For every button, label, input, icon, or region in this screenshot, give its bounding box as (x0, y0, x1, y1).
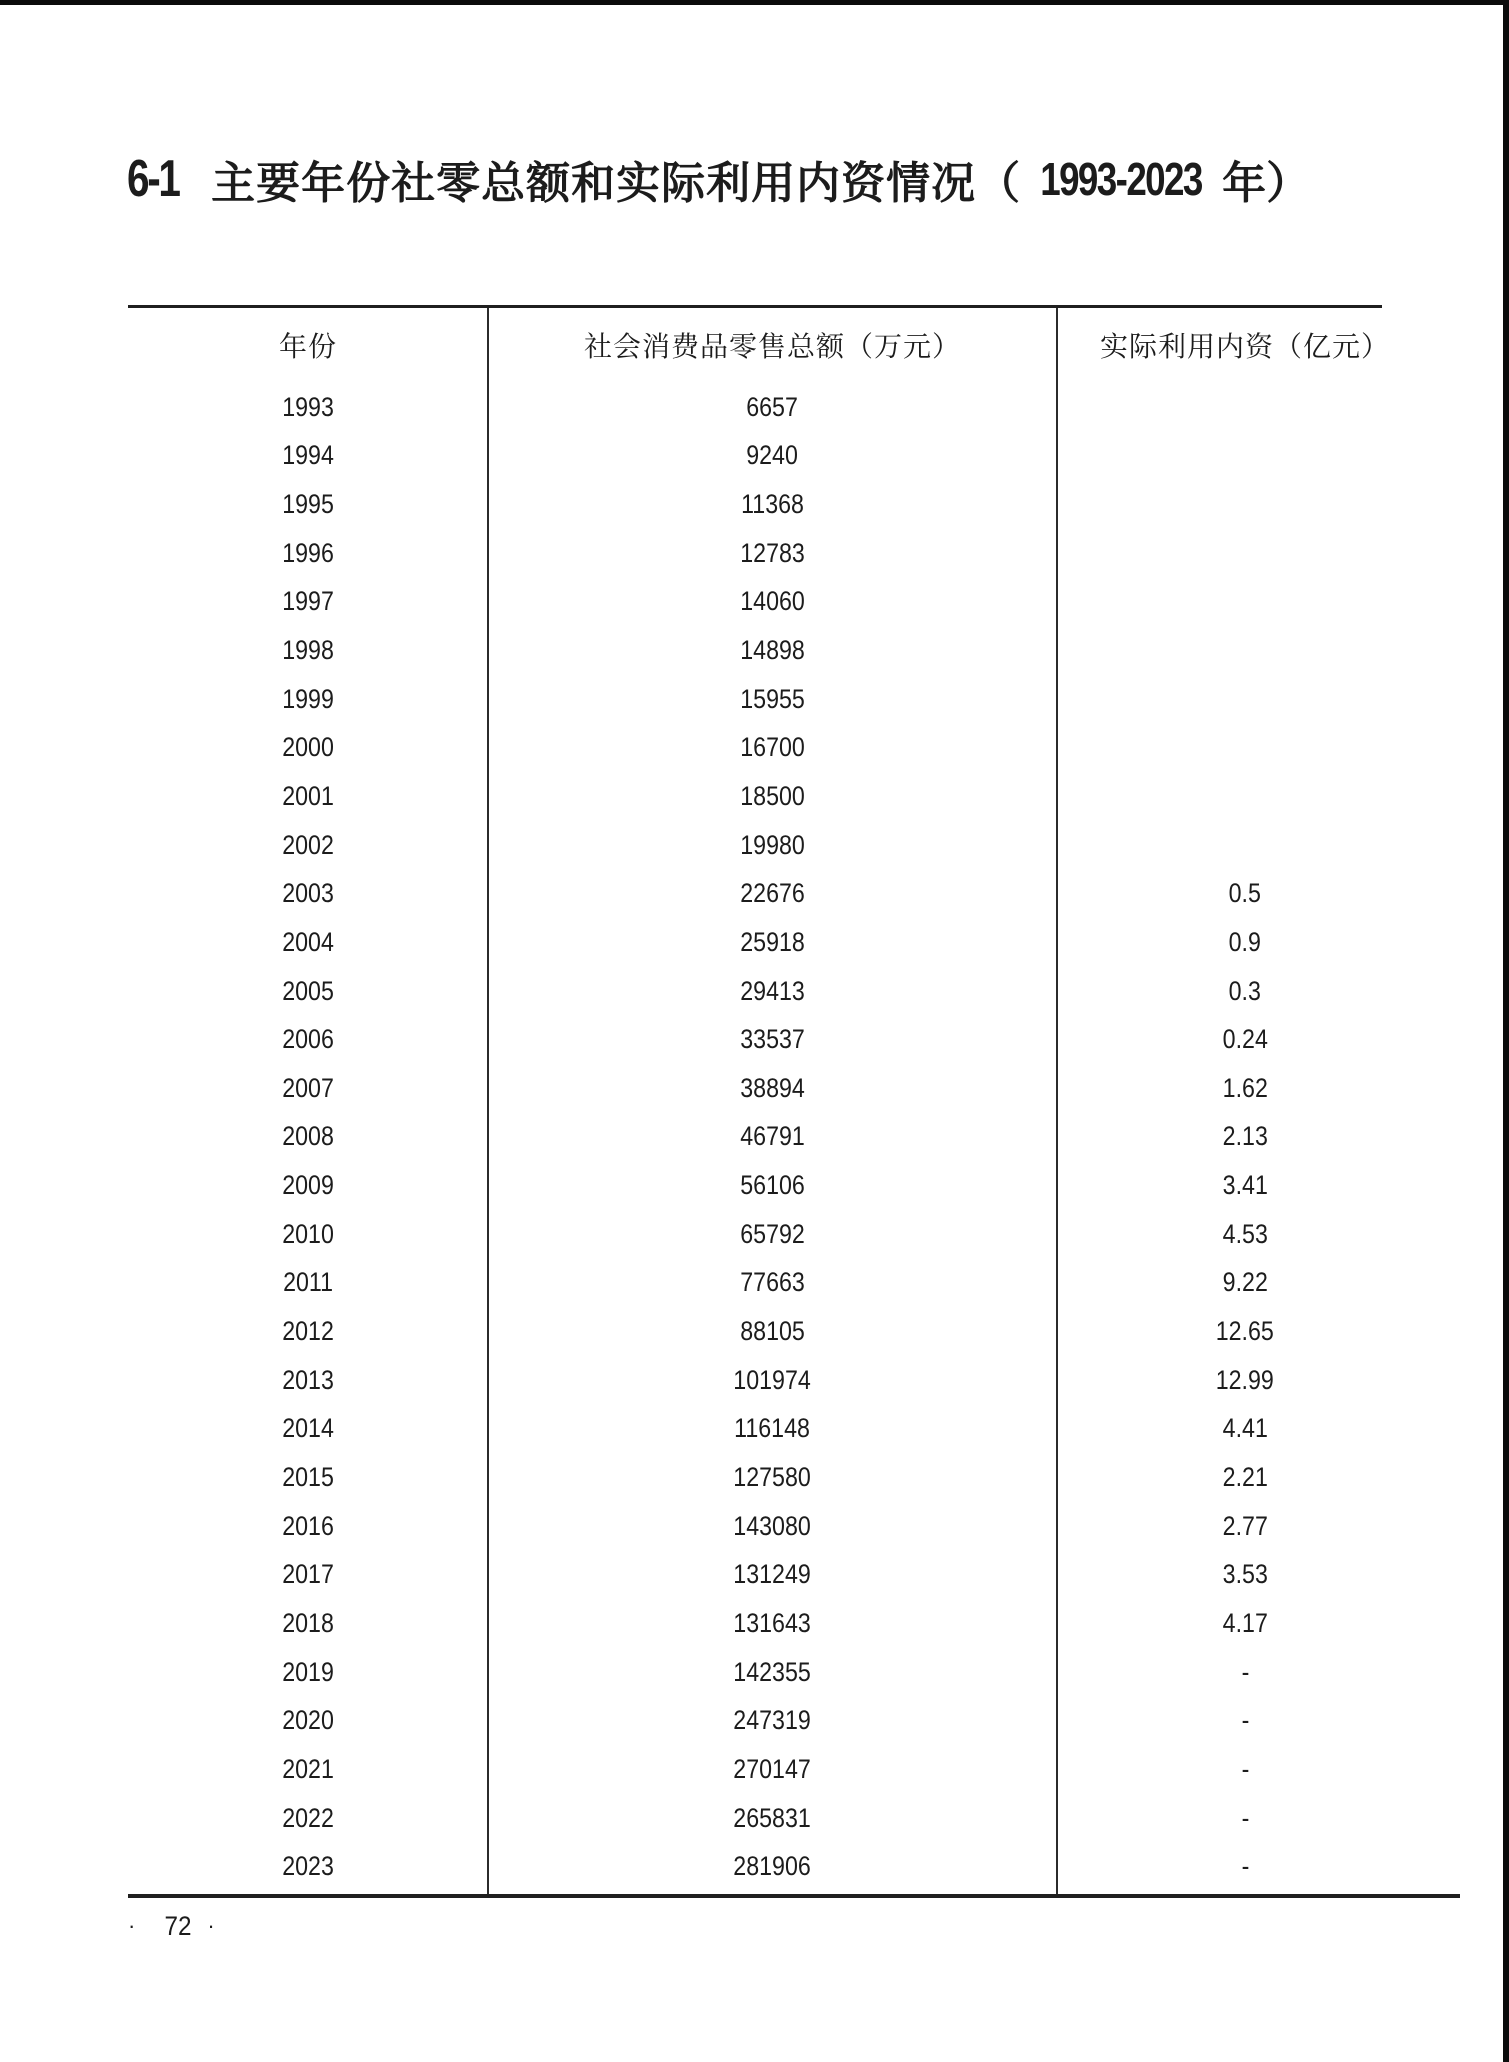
retail-total-cell-value: 46791 (740, 1121, 805, 1152)
year-cell (128, 489, 488, 520)
retail-total-cell (488, 1754, 1057, 1785)
table-row (128, 1113, 1433, 1162)
year-cell-value: 2006 (282, 1024, 334, 1055)
table-row (128, 1064, 1433, 1113)
retail-total-cell (488, 878, 1057, 909)
retail-total-cell (488, 1316, 1057, 1347)
domestic-capital-cell-value: 2.13 (1222, 1121, 1268, 1152)
retail-total-cell-value: 16700 (740, 732, 805, 763)
domestic-capital-cell (1057, 1073, 1433, 1104)
domestic-capital-cell-value: - (1241, 1802, 1249, 1833)
domestic-capital-cell-value: 4.17 (1222, 1607, 1268, 1638)
domestic-capital-cell (1057, 544, 1433, 562)
retail-total-cell (488, 489, 1057, 520)
domestic-capital-cell-value: 12.99 (1215, 1364, 1275, 1395)
year-cell-value: 2013 (282, 1364, 334, 1395)
domestic-capital-cell (1057, 1803, 1433, 1834)
table-bottom-border (128, 1894, 1460, 1898)
year-cell-value: 2003 (282, 878, 334, 909)
retail-total-cell (488, 1365, 1057, 1396)
domestic-capital-cell (1057, 1024, 1433, 1055)
domestic-capital-cell (1057, 1365, 1433, 1396)
table-row (128, 1356, 1433, 1405)
year-cell-value: 2017 (282, 1559, 334, 1590)
retail-total-cell (488, 927, 1057, 958)
retail-total-cell (488, 1705, 1057, 1736)
retail-total-cell-value: 19980 (740, 829, 805, 860)
retail-total-cell (488, 1170, 1057, 1201)
table-number: 6-1 (127, 150, 179, 208)
domestic-capital-cell-value: 2.21 (1222, 1462, 1268, 1492)
domestic-capital-cell (1057, 1511, 1433, 1542)
year-cell-value: 2015 (282, 1462, 334, 1492)
retail-total-cell (488, 1657, 1057, 1688)
retail-total-cell-value: 247319 (733, 1705, 812, 1736)
table-body (128, 383, 1433, 1891)
retail-total-cell-value: 65792 (740, 1218, 805, 1249)
domestic-capital-cell-value: - (1241, 1851, 1249, 1882)
retail-total-cell (488, 1559, 1057, 1590)
year-cell (128, 1219, 488, 1250)
retail-total-cell-value: 12783 (740, 537, 805, 568)
table-row (128, 1453, 1433, 1502)
year-cell (128, 1559, 488, 1590)
retail-total-cell-value: 6657 (746, 391, 799, 422)
domestic-capital-cell-value: - (1241, 1705, 1249, 1736)
domestic-capital-cell (1057, 1413, 1433, 1444)
year-cell-value: 2002 (282, 829, 334, 860)
table-row (128, 1015, 1433, 1064)
table-row (128, 1842, 1433, 1891)
table-row (128, 675, 1433, 724)
year-cell (128, 1121, 488, 1152)
retail-total-cell (488, 732, 1057, 763)
retail-total-cell (488, 781, 1057, 812)
retail-total-cell-value: 25918 (740, 926, 805, 957)
year-cell (128, 732, 488, 763)
domestic-capital-cell (1057, 878, 1433, 909)
page-title (127, 148, 1310, 210)
column-header-domestic-capital: 实际利用内资（亿元） (1099, 332, 1390, 363)
domestic-capital-cell (1057, 1559, 1433, 1590)
retail-total-cell-value: 29413 (740, 975, 805, 1006)
year-cell (128, 1073, 488, 1104)
year-cell-value: 2010 (282, 1218, 334, 1249)
year-cell (128, 830, 488, 861)
year-cell (128, 927, 488, 958)
year-cell (128, 1657, 488, 1688)
table-row (128, 1794, 1433, 1843)
retail-total-cell-value: 281906 (733, 1851, 812, 1882)
domestic-capital-cell (1057, 1462, 1433, 1493)
year-cell-value: 2007 (282, 1072, 334, 1103)
retail-total-cell-value: 116148 (734, 1413, 811, 1444)
retail-total-cell-value: 15955 (740, 683, 805, 714)
retail-total-cell-value: 265831 (733, 1802, 812, 1833)
domestic-capital-cell (1057, 1657, 1433, 1688)
year-cell-value: 1994 (282, 440, 334, 471)
table-row (128, 1161, 1433, 1210)
year-cell (128, 1511, 488, 1542)
year-cell (128, 392, 488, 423)
column-header-retail-total: 社会消费品零售总额（万元） (583, 332, 961, 363)
scan-edge-top (0, 0, 1509, 5)
year-cell-value: 2011 (283, 1267, 333, 1298)
retail-total-cell (488, 392, 1057, 423)
domestic-capital-cell-value: 4.53 (1222, 1218, 1268, 1249)
year-cell-value: 2019 (282, 1656, 334, 1687)
retail-total-cell-value: 127580 (733, 1462, 812, 1492)
retail-total-cell-value: 56106 (740, 1170, 805, 1201)
retail-total-cell (488, 1511, 1057, 1542)
table-row (128, 1502, 1433, 1551)
table-header-row (128, 308, 1433, 382)
retail-total-cell (488, 440, 1057, 471)
year-cell (128, 1803, 488, 1834)
retail-total-cell-value: 143080 (733, 1510, 812, 1541)
year-cell (128, 878, 488, 909)
domestic-capital-cell-value: 3.41 (1222, 1170, 1268, 1201)
domestic-capital-cell (1057, 593, 1433, 611)
retail-total-cell-value: 131249 (733, 1559, 812, 1590)
table-row (128, 1405, 1433, 1454)
domestic-capital-cell-value: 9.22 (1222, 1267, 1268, 1298)
footer-right-dot: · (207, 1913, 215, 1938)
domestic-capital-cell-value: 0.9 (1228, 926, 1262, 957)
domestic-capital-cell (1057, 1608, 1433, 1639)
year-cell-value: 1995 (282, 489, 334, 520)
page-footer (128, 1908, 215, 1944)
year-cell-value: 2021 (282, 1753, 334, 1784)
table-row (128, 578, 1433, 627)
domestic-capital-cell (1057, 1316, 1433, 1347)
table-row (128, 1599, 1433, 1648)
title-paren-open: （ (976, 159, 1021, 208)
year-cell-value: 2012 (282, 1316, 334, 1347)
retail-total-cell (488, 1608, 1057, 1639)
retail-total-cell (488, 1267, 1057, 1298)
table-row (128, 772, 1433, 821)
retail-total-cell-value: 88105 (740, 1316, 805, 1347)
year-cell (128, 684, 488, 715)
domestic-capital-cell (1057, 976, 1433, 1007)
year-cell-value: 2022 (282, 1802, 334, 1833)
retail-total-cell (488, 684, 1057, 715)
domestic-capital-cell (1057, 836, 1433, 854)
domestic-capital-cell (1057, 1705, 1433, 1736)
title-paren-close: 年） (1222, 159, 1311, 208)
retail-total-cell (488, 830, 1057, 861)
retail-total-cell-value: 14060 (740, 586, 805, 617)
table-row (128, 918, 1433, 967)
year-cell (128, 1754, 488, 1785)
domestic-capital-cell (1057, 496, 1433, 514)
retail-total-cell-value: 18500 (740, 780, 805, 811)
retail-total-cell-value: 9240 (746, 440, 799, 471)
retail-total-cell-value: 33537 (740, 1024, 805, 1055)
domestic-capital-cell-value: 3.53 (1222, 1559, 1268, 1590)
year-cell (128, 1608, 488, 1639)
year-cell (128, 976, 488, 1007)
year-cell-value: 1996 (282, 537, 334, 568)
table-row (128, 967, 1433, 1016)
year-cell-value: 2004 (282, 926, 334, 957)
table-row (128, 626, 1433, 675)
table-row (128, 724, 1433, 773)
retail-total-cell (488, 976, 1057, 1007)
year-cell (128, 586, 488, 617)
domestic-capital-cell (1057, 690, 1433, 708)
domestic-capital-cell (1057, 447, 1433, 465)
domestic-capital-cell (1057, 398, 1433, 416)
domestic-capital-cell (1057, 787, 1433, 805)
domestic-capital-cell-value: 2.77 (1222, 1510, 1268, 1541)
retail-total-cell-value: 142355 (733, 1656, 812, 1687)
retail-total-cell (488, 586, 1057, 617)
table-row (128, 1550, 1433, 1599)
retail-total-cell-value: 131643 (733, 1607, 812, 1638)
retail-total-cell-value: 14898 (740, 635, 805, 666)
domestic-capital-cell-value: 1.62 (1222, 1072, 1268, 1103)
domestic-capital-cell (1057, 1170, 1433, 1201)
year-cell (128, 538, 488, 569)
domestic-capital-cell (1057, 1219, 1433, 1250)
domestic-capital-cell (1057, 739, 1433, 757)
table-row (128, 869, 1433, 918)
retail-total-cell (488, 1413, 1057, 1444)
domestic-capital-cell-value: 0.24 (1222, 1024, 1268, 1055)
retail-total-cell-value: 38894 (740, 1072, 805, 1103)
year-cell-value: 1997 (282, 586, 334, 617)
year-cell (128, 1365, 488, 1396)
retail-total-cell-value: 270147 (733, 1753, 812, 1784)
domestic-capital-cell (1057, 642, 1433, 660)
table-title-text: 主要年份社零总额和实际利用内资情况 (211, 159, 977, 208)
year-cell-value: 2014 (282, 1413, 334, 1444)
domestic-capital-cell-value: 0.5 (1228, 878, 1262, 909)
domestic-capital-cell-value: - (1241, 1753, 1249, 1784)
year-cell-value: 2016 (282, 1510, 334, 1541)
year-cell (128, 635, 488, 666)
table-row (128, 383, 1433, 432)
year-cell (128, 1267, 488, 1298)
year-cell (128, 1316, 488, 1347)
table-row (128, 1307, 1433, 1356)
domestic-capital-cell-value: 0.3 (1228, 975, 1262, 1006)
year-cell (128, 1462, 488, 1493)
table-row (128, 480, 1433, 529)
table-row (128, 1259, 1433, 1308)
domestic-capital-cell (1057, 1754, 1433, 1785)
domestic-capital-cell-value: - (1241, 1656, 1249, 1687)
year-cell (128, 1170, 488, 1201)
year-cell-value: 2023 (282, 1851, 334, 1882)
year-cell (128, 1413, 488, 1444)
retail-total-cell (488, 1851, 1057, 1882)
table-row (128, 1210, 1433, 1259)
year-cell (128, 1705, 488, 1736)
year-cell (128, 1851, 488, 1882)
footer-left-dot: · (128, 1913, 136, 1938)
table-row (128, 432, 1433, 481)
retail-total-cell (488, 1219, 1057, 1250)
retail-total-cell-value: 77663 (740, 1267, 805, 1298)
domestic-capital-cell (1057, 927, 1433, 958)
retail-total-cell-value: 22676 (740, 878, 805, 909)
table-row (128, 1745, 1433, 1794)
year-cell-value: 1998 (282, 635, 334, 666)
page-number: 72 (164, 1910, 192, 1941)
domestic-capital-cell-value: 12.65 (1215, 1316, 1275, 1347)
year-cell-value: 2005 (282, 975, 334, 1006)
domestic-capital-cell-value: 4.41 (1222, 1413, 1268, 1444)
retail-total-cell (488, 1121, 1057, 1152)
year-cell-value: 1999 (282, 683, 334, 714)
table-row (128, 821, 1433, 870)
retail-total-cell-value: 11368 (741, 489, 804, 520)
year-cell (128, 440, 488, 471)
year-cell (128, 1024, 488, 1055)
domestic-capital-cell (1057, 1851, 1433, 1882)
table-row (128, 1696, 1433, 1745)
column-header-year: 年份 (278, 332, 337, 363)
retail-total-cell (488, 1803, 1057, 1834)
table-row (128, 1648, 1433, 1697)
year-cell (128, 781, 488, 812)
retail-total-cell (488, 1462, 1057, 1493)
retail-total-cell (488, 1024, 1057, 1055)
scan-edge-right (1503, 0, 1509, 2062)
domestic-capital-cell (1057, 1121, 1433, 1152)
title-year-range: 1993-2023 (1040, 153, 1202, 205)
year-cell-value: 2001 (282, 780, 334, 811)
year-cell-value: 1993 (282, 391, 334, 422)
year-cell-value: 2020 (282, 1705, 334, 1736)
retail-total-cell (488, 538, 1057, 569)
domestic-capital-cell (1057, 1267, 1433, 1298)
retail-total-cell-value: 101974 (733, 1364, 812, 1395)
retail-total-cell (488, 635, 1057, 666)
retail-total-cell (488, 1073, 1057, 1104)
year-cell-value: 2008 (282, 1121, 334, 1152)
year-cell-value: 2018 (282, 1607, 334, 1638)
year-cell-value: 2009 (282, 1170, 334, 1201)
table-row (128, 529, 1433, 578)
year-cell-value: 2000 (282, 732, 334, 763)
